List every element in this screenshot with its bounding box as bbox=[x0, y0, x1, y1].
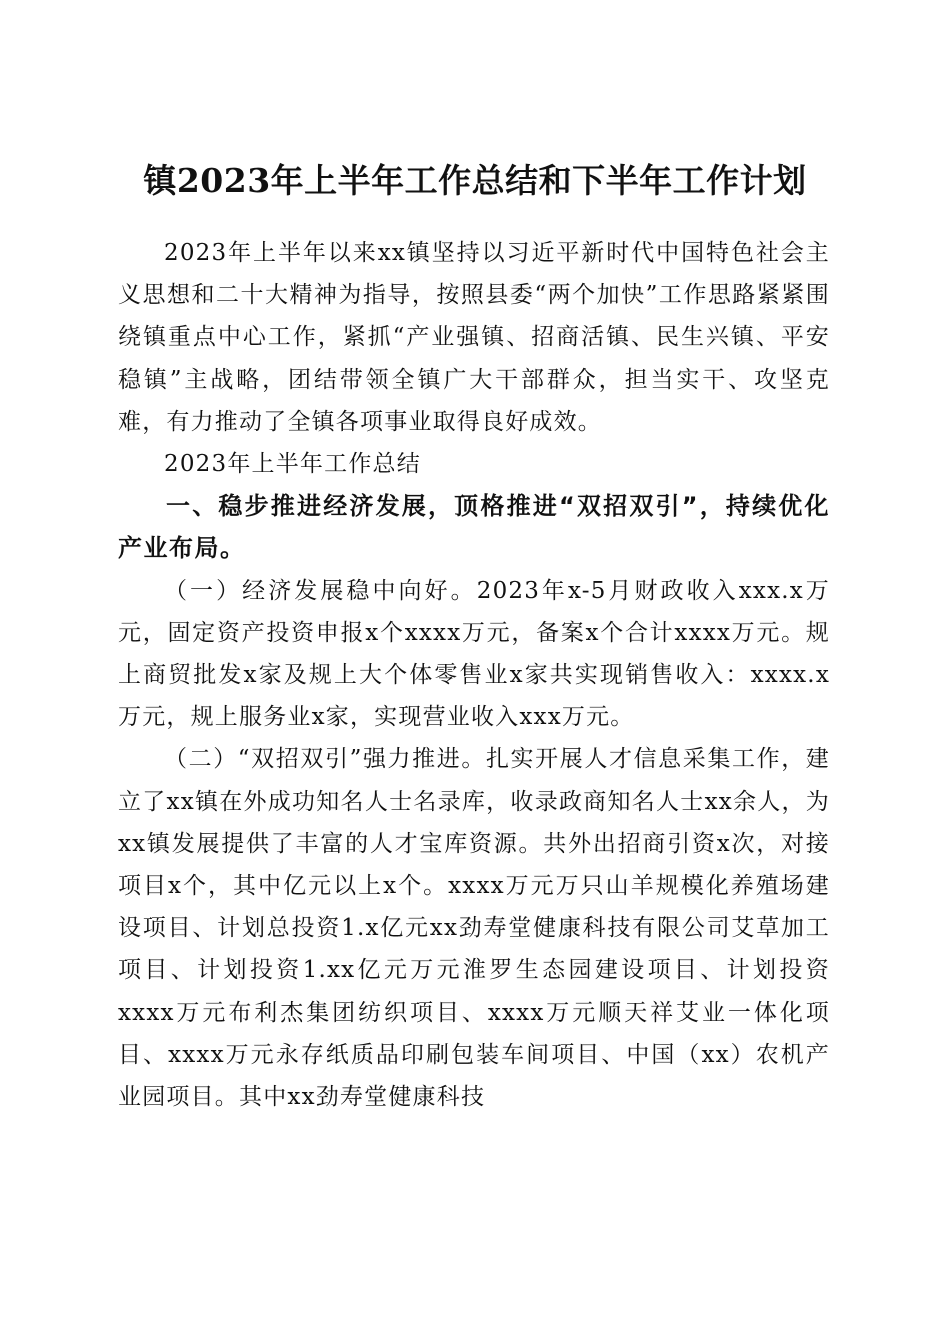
section-label: 2023年上半年工作总结 bbox=[164, 451, 421, 478]
section-heading: 一、稳步推进经济发展，顶格推进“双招双引”，持续优化产业布局。 bbox=[118, 492, 830, 563]
document-title: 镇2023年上半年工作总结和下半年工作计划 bbox=[143, 161, 807, 201]
economy-paragraph: （一）经济发展稳中向好。2023年x-5月财政收入xxx.x万元，固定资产投资申报x个xxxx万元，备案x个合计xxxx万元。规上商贸批发x家及规上大个体零售业x家共实现销售收入：xxxx.x万元，规上服务业x家，实现营业收入xxx万元。 bbox=[118, 577, 830, 731]
investment-paragraph: （二）“双招双引”强力推进。扎实开展人才信息采集工作，建立了xx镇在外成功知名人士名录库，收录政商知名人士xx余人，为xx镇发展提供了丰富的人才宝库资源。共外出招商引资x次，对接项目x个，其中亿元以上x个。xxxx万元万只山羊规模化养殖场建设项目、计划总投资1.x亿元xx劲寿堂健康科技有限公司艾草加工项目、计划投资1.xx亿元万元淮罗生态园建设项目、计划投资xxxx万元布利杰集团纺织项目、xxxx万元顺天祥艾业一体化项目、xxxx万元永存纸质品印刷包装车间项目、中国（xx）农机产业园项目。其中xx劲寿堂健康科技 bbox=[118, 746, 830, 1111]
document-body bbox=[118, 232, 830, 1118]
intro-paragraph: 2023年上半年以来xx镇坚持以习近平新时代中国特色社会主义思想和二十大精神为指导，按照县委“两个加快”工作思路紧紧围绕镇重点中心工作，紧抓“产业强镇、招商活镇、民生兴镇、平安稳镇”主战略，团结带领全镇广大干部群众，担当实干、攻坚克难，有力推动了全镇各项事业取得良好成效。 bbox=[118, 240, 830, 435]
